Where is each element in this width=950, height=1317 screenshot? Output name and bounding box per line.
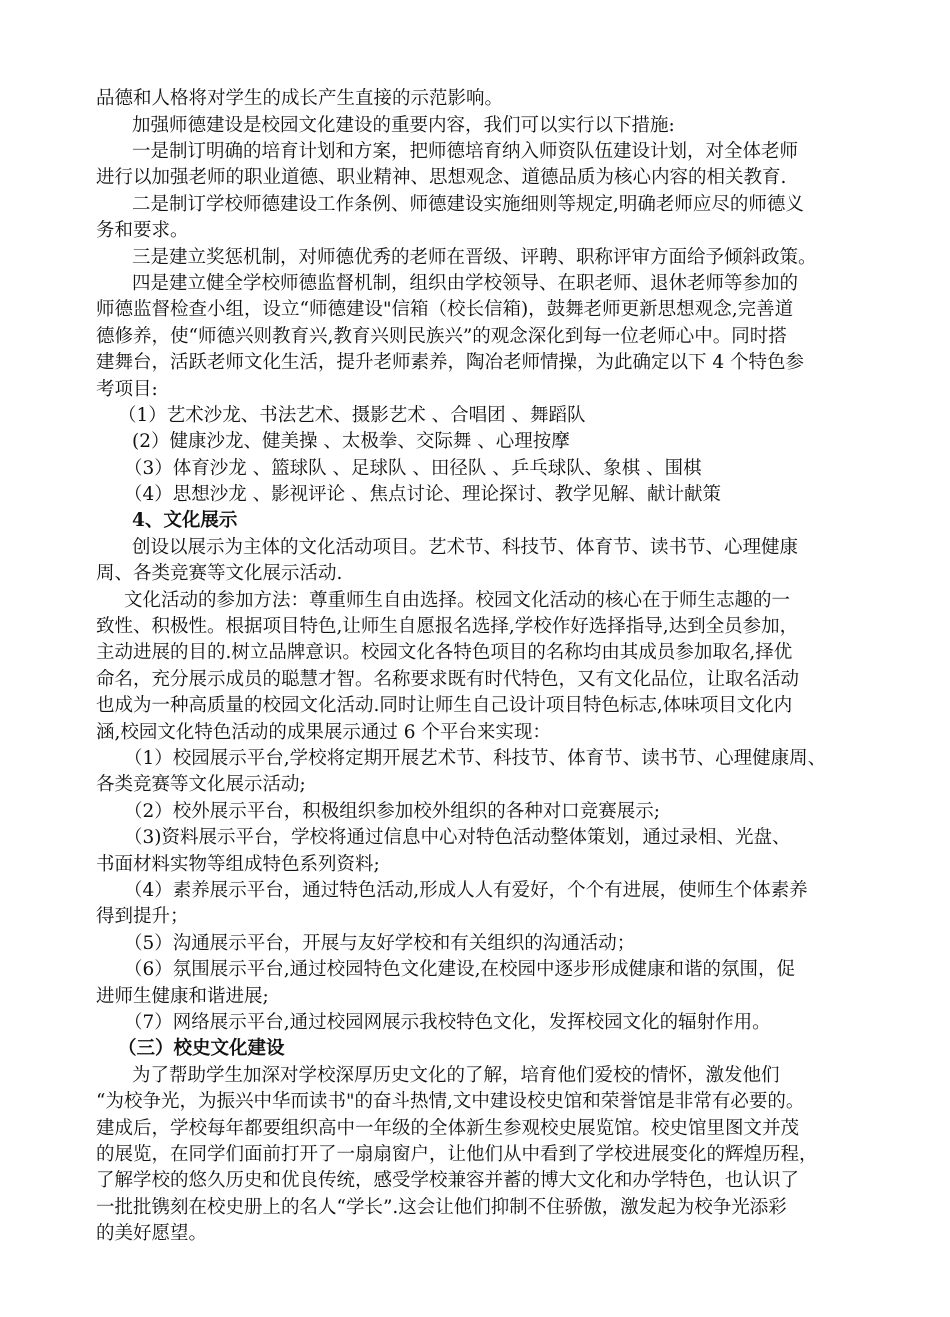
list-item: 得到提升； — [96, 906, 189, 927]
text-line: 主动进展的目的.树立品牌意识。校园文化各特色项目的名称均由其成员参加取名,择优 — [96, 642, 793, 663]
list-item: 进师生健康和谐进展; — [96, 986, 269, 1007]
list-item: （3）体育沙龙 、篮球队 、足球队 、田径队 、乒乓球队、象棋 、围棋 — [124, 458, 702, 479]
section-heading: 4、文化展示 — [132, 510, 238, 531]
text-line: 建舞台，活跃老师文化生活，提升老师素养，陶冶老师情操，为此确定以下 4 个特色参 — [96, 352, 805, 373]
text-line: 一是制订明确的培育计划和方案，把师德培育纳入师资队伍建设计划，对全体老师 — [132, 141, 799, 162]
list-item: （1）艺术沙龙、书法艺术、摄影艺术 、合唱团 、舞蹈队 — [118, 405, 586, 426]
text-line: 品德和人格将对学生的成长产生直接的示范影响。 — [96, 88, 504, 109]
text-line: 命名，充分展示成员的聪慧才智。名称要求既有时代特色，又有文化品位，让取名活动 — [96, 669, 800, 690]
text-line: 创设以展示为主体的文化活动项目。艺术节、科技节、体育节、读书节、心理健康 — [132, 537, 799, 558]
text-line: 师德监督检查小组，设立“师德建设"信箱（校长信箱)，鼓舞老师更新思想观念,完善道 — [96, 299, 794, 320]
text-line: 二是制订学校师德建设工作条例、师德建设实施细则等规定,明确老师应尽的师德义 — [132, 194, 804, 215]
text-line: 的美好愿望。 — [96, 1223, 208, 1244]
text-line: 致性、积极性。根据项目特色,让师生自愿报名选择,学校作好选择指导,达到全员参加， — [96, 616, 799, 637]
text-line: “为校争光，为振兴中华而读书"的奋斗热情,文中建设校史馆和荣誉馆是非常有必要的。 — [96, 1091, 805, 1112]
text-line: 涵,校园文化特色活动的成果展示通过 6 个平台来实现： — [96, 722, 551, 743]
list-item: 各类竞赛等文化展示活动; — [96, 774, 306, 795]
list-item: （5）沟通展示平台，开展与友好学校和有关组织的沟通活动； — [124, 933, 636, 954]
list-item: （2）校外展示平台，积极组织参加校外组织的各种对口竞赛展示; — [124, 801, 661, 822]
text-line: 考项目: — [96, 379, 158, 400]
list-item: (2）健康沙龙、健美操 、太极拳、交际舞 、心理按摩 — [132, 431, 570, 452]
text-line: 加强师德建设是校园文化建设的重要内容，我们可以实行以下措施: — [132, 115, 675, 136]
list-item: （1）校园展示平台,学校将定期开展艺术节、科技节、体育节、读书节、心理健康周、 — [124, 748, 827, 769]
list-item: 书面材料实物等组成特色系列资料; — [96, 854, 380, 875]
list-item: （4）思想沙龙 、影视评论 、焦点讨论、理论探讨、教学见解、献计献策 — [124, 484, 722, 505]
text-line: 建成后，学校每年都要组织高中一年级的全体新生参观校史展览馆。校史馆里图文并茂 — [96, 1118, 800, 1139]
list-item: （4）素养展示平台，通过特色活动,形成人人有爱好，个个有进展，使师生个体素养 — [124, 880, 808, 901]
text-line: 务和要求。 — [96, 220, 189, 241]
text-line: 了解学校的悠久历史和优良传统，感受学校兼容并蓄的博大文化和办学特色，也认识了 — [96, 1170, 800, 1191]
text-line: 的展览，在同学们面前打开了一扇扇窗户，让他们从中看到了学校进展变化的辉煌历程， — [96, 1144, 818, 1165]
text-line: 也成为一种高质量的校园文化活动.同时让师生自己设计项目特色标志,体味项目文化内 — [96, 695, 793, 716]
text-line: 三是建立奖惩机制，对师德优秀的老师在晋级、评聘、职称评审方面给予倾斜政策。 — [132, 247, 817, 268]
list-item: （3)资料展示平台，学校将通过信息中心对特色活动整体策划，通过录相、光盘、 — [124, 827, 791, 848]
text-line: 周、各类竞赛等文化展示活动. — [96, 563, 343, 584]
text-line: 德修养，使“师德兴则教育兴,教育兴则民族兴”的观念深化到每一位老师心中。同时搭 — [96, 326, 787, 347]
list-item: （6）氛围展示平台,通过校园特色文化建设,在校园中逐步形成健康和谐的氛围，促 — [124, 959, 796, 980]
text-line: 文化活动的参加方法：尊重师生自由选择。校园文化活动的核心在于师生志趣的一 — [124, 590, 791, 611]
text-line: 四是建立健全学校师德监督机制，组织由学校领导、在职老师、退休老师等参加的 — [132, 273, 799, 294]
section-heading: （三）校史文化建设 — [118, 1038, 285, 1059]
text-line: 为了帮助学生加深对学校深厚历史文化的了解，培育他们爱校的情怀，激发他们 — [132, 1065, 780, 1086]
text-line: 一批批镌刻在校史册上的名人“学长”.这会让他们抑制不住骄傲，激发起为校争光添彩 — [96, 1197, 787, 1218]
list-item: （7）网络展示平台,通过校园网展示我校特色文化，发挥校园文化的辐射作用。 — [124, 1012, 771, 1033]
text-line: 进行以加强老师的职业道德、职业精神、思想观念、道德品质为核心内容的相关教育. — [96, 167, 787, 188]
